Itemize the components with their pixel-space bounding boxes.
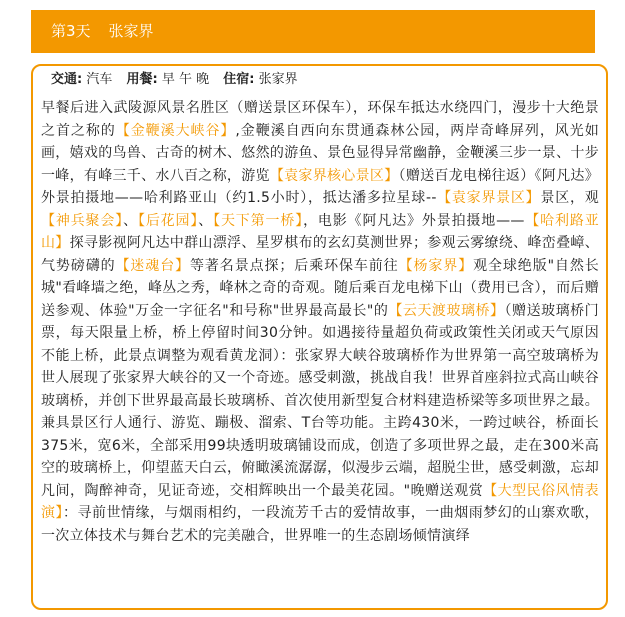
lodging-value: 张家界: [258, 72, 298, 87]
text-segment: 景区，观: [540, 190, 599, 206]
day-number: 第3天: [51, 22, 91, 40]
text-segment: ：寻前世情缘，与烟雨相约，一段流芳千古的爱情故事，一曲烟雨梦幻的山寨欢歌，一次立体技术与舞台艺术的完美融合，世界唯一的生态剧场倾情演绎: [41, 505, 599, 544]
scenic-spot-link[interactable]: 【大型民俗风情表演】: [41, 482, 599, 521]
text-segment: （赠送玻璃桥门票，每天限量上桥，桥上停留时间30分钟。如遇接待量超负荷或政策性关闭或天气原因不能上桥，此景点调整为观看黄龙洞）：张家界大峡谷玻璃桥作为世界第一高空玻璃桥为世人展现了张家界大峡谷的又一个奇迹。感受刺激，挑战自我！世界首座斜拉式高山峡谷玻璃桥，并创下世界最高最长玻璃桥、首次使用新型复合材料建造桥梁等多项世界之最。兼具景区行人通行、游览、蹦极、溜索、T台等功能。主跨430米，一跨过峡谷，桥面长375米，宽6米，全部采用99块透明玻璃铺设而成，创造了多项世界之最，走在300米高空的玻璃桥上，仰望蓝天白云，俯瞰溪流潺潺，似漫步云端，超脱尘世，感受刺激，忘却凡间，陶醉神奇，见证奇迹，交相辉映出一个最美花园。"晚赠送观赏: [41, 302, 599, 499]
scenic-spot-link[interactable]: 【哈利路亚山】: [41, 212, 599, 251]
meals-value: 早 午 晚: [161, 72, 210, 87]
day-destination: 张家界: [108, 22, 154, 40]
text-segment: ，电影《阿凡达》外景拍摄地——: [303, 212, 525, 229]
day-header: [31, 10, 595, 53]
scenic-spot-link[interactable]: 【后花园】: [137, 212, 199, 229]
meals-label: 用餐:: [126, 72, 158, 87]
text-segment: 早餐后进入武陵源风景名胜区（赠送景区环保车），环保车抵达水绕四门，漫步十大绝景之首之称的: [41, 100, 599, 139]
scenic-spot-link[interactable]: 【杨家界】: [398, 257, 474, 274]
scenic-spot-link[interactable]: 【迷魂台】: [115, 257, 190, 274]
transport-value: 汽车: [86, 72, 113, 87]
text-segment: 等著名景点探；后乘环保车前往: [190, 257, 399, 274]
trip-meta: [51, 69, 308, 91]
lodging-label: 住宿:: [223, 72, 255, 87]
text-segment: （赠送百龙电梯往返）《阿凡达》外景拍摄地——哈利路亚山（约1.5小时），抵达潘多拉星球--: [41, 167, 600, 206]
text-segment: 观全球绝版"自然长城"看峰墙之绝，峰丛之秀，峰林之奇的奇观。随后乘百龙电梯下山（费用已含），而后赠送参观、体验"万金一字征名"和号称"世界最高最长"的: [41, 257, 600, 319]
text-segment: 、: [198, 212, 214, 229]
scenic-spot-link[interactable]: 【神兵聚会】: [41, 212, 124, 229]
scenic-spot-link[interactable]: 【袁家界核心景区】: [269, 167, 399, 184]
scenic-spot-link[interactable]: 【云天渡玻璃桥】: [388, 302, 505, 319]
scenic-spot-link[interactable]: 【金鞭溪大峡谷】: [115, 122, 236, 139]
text-segment: 、: [123, 212, 138, 229]
scenic-spot-link[interactable]: 【天下第一桥】: [213, 212, 304, 229]
text-segment: 探寻影视阿凡达中群山漂浮、星罗棋布的玄幻莫测世界；参观云雾缭绕、峰峦叠嶂、气势磅礴的: [41, 235, 599, 274]
transport-label: 交通:: [51, 72, 83, 87]
itinerary-description: [41, 97, 599, 547]
itinerary-card: [31, 64, 608, 610]
text-segment: ,金鞭溪自西向东贯通森林公园，两岸奇峰屏列，风光如画，嬉戏的鸟兽、古奇的树木、悠然的游鱼、景色显得异常幽静，金鞭溪三步一景、十步一峰，有峰三千、水八百之称，游览: [41, 122, 599, 184]
scenic-spot-link[interactable]: 【袁家界景区】: [436, 190, 541, 206]
